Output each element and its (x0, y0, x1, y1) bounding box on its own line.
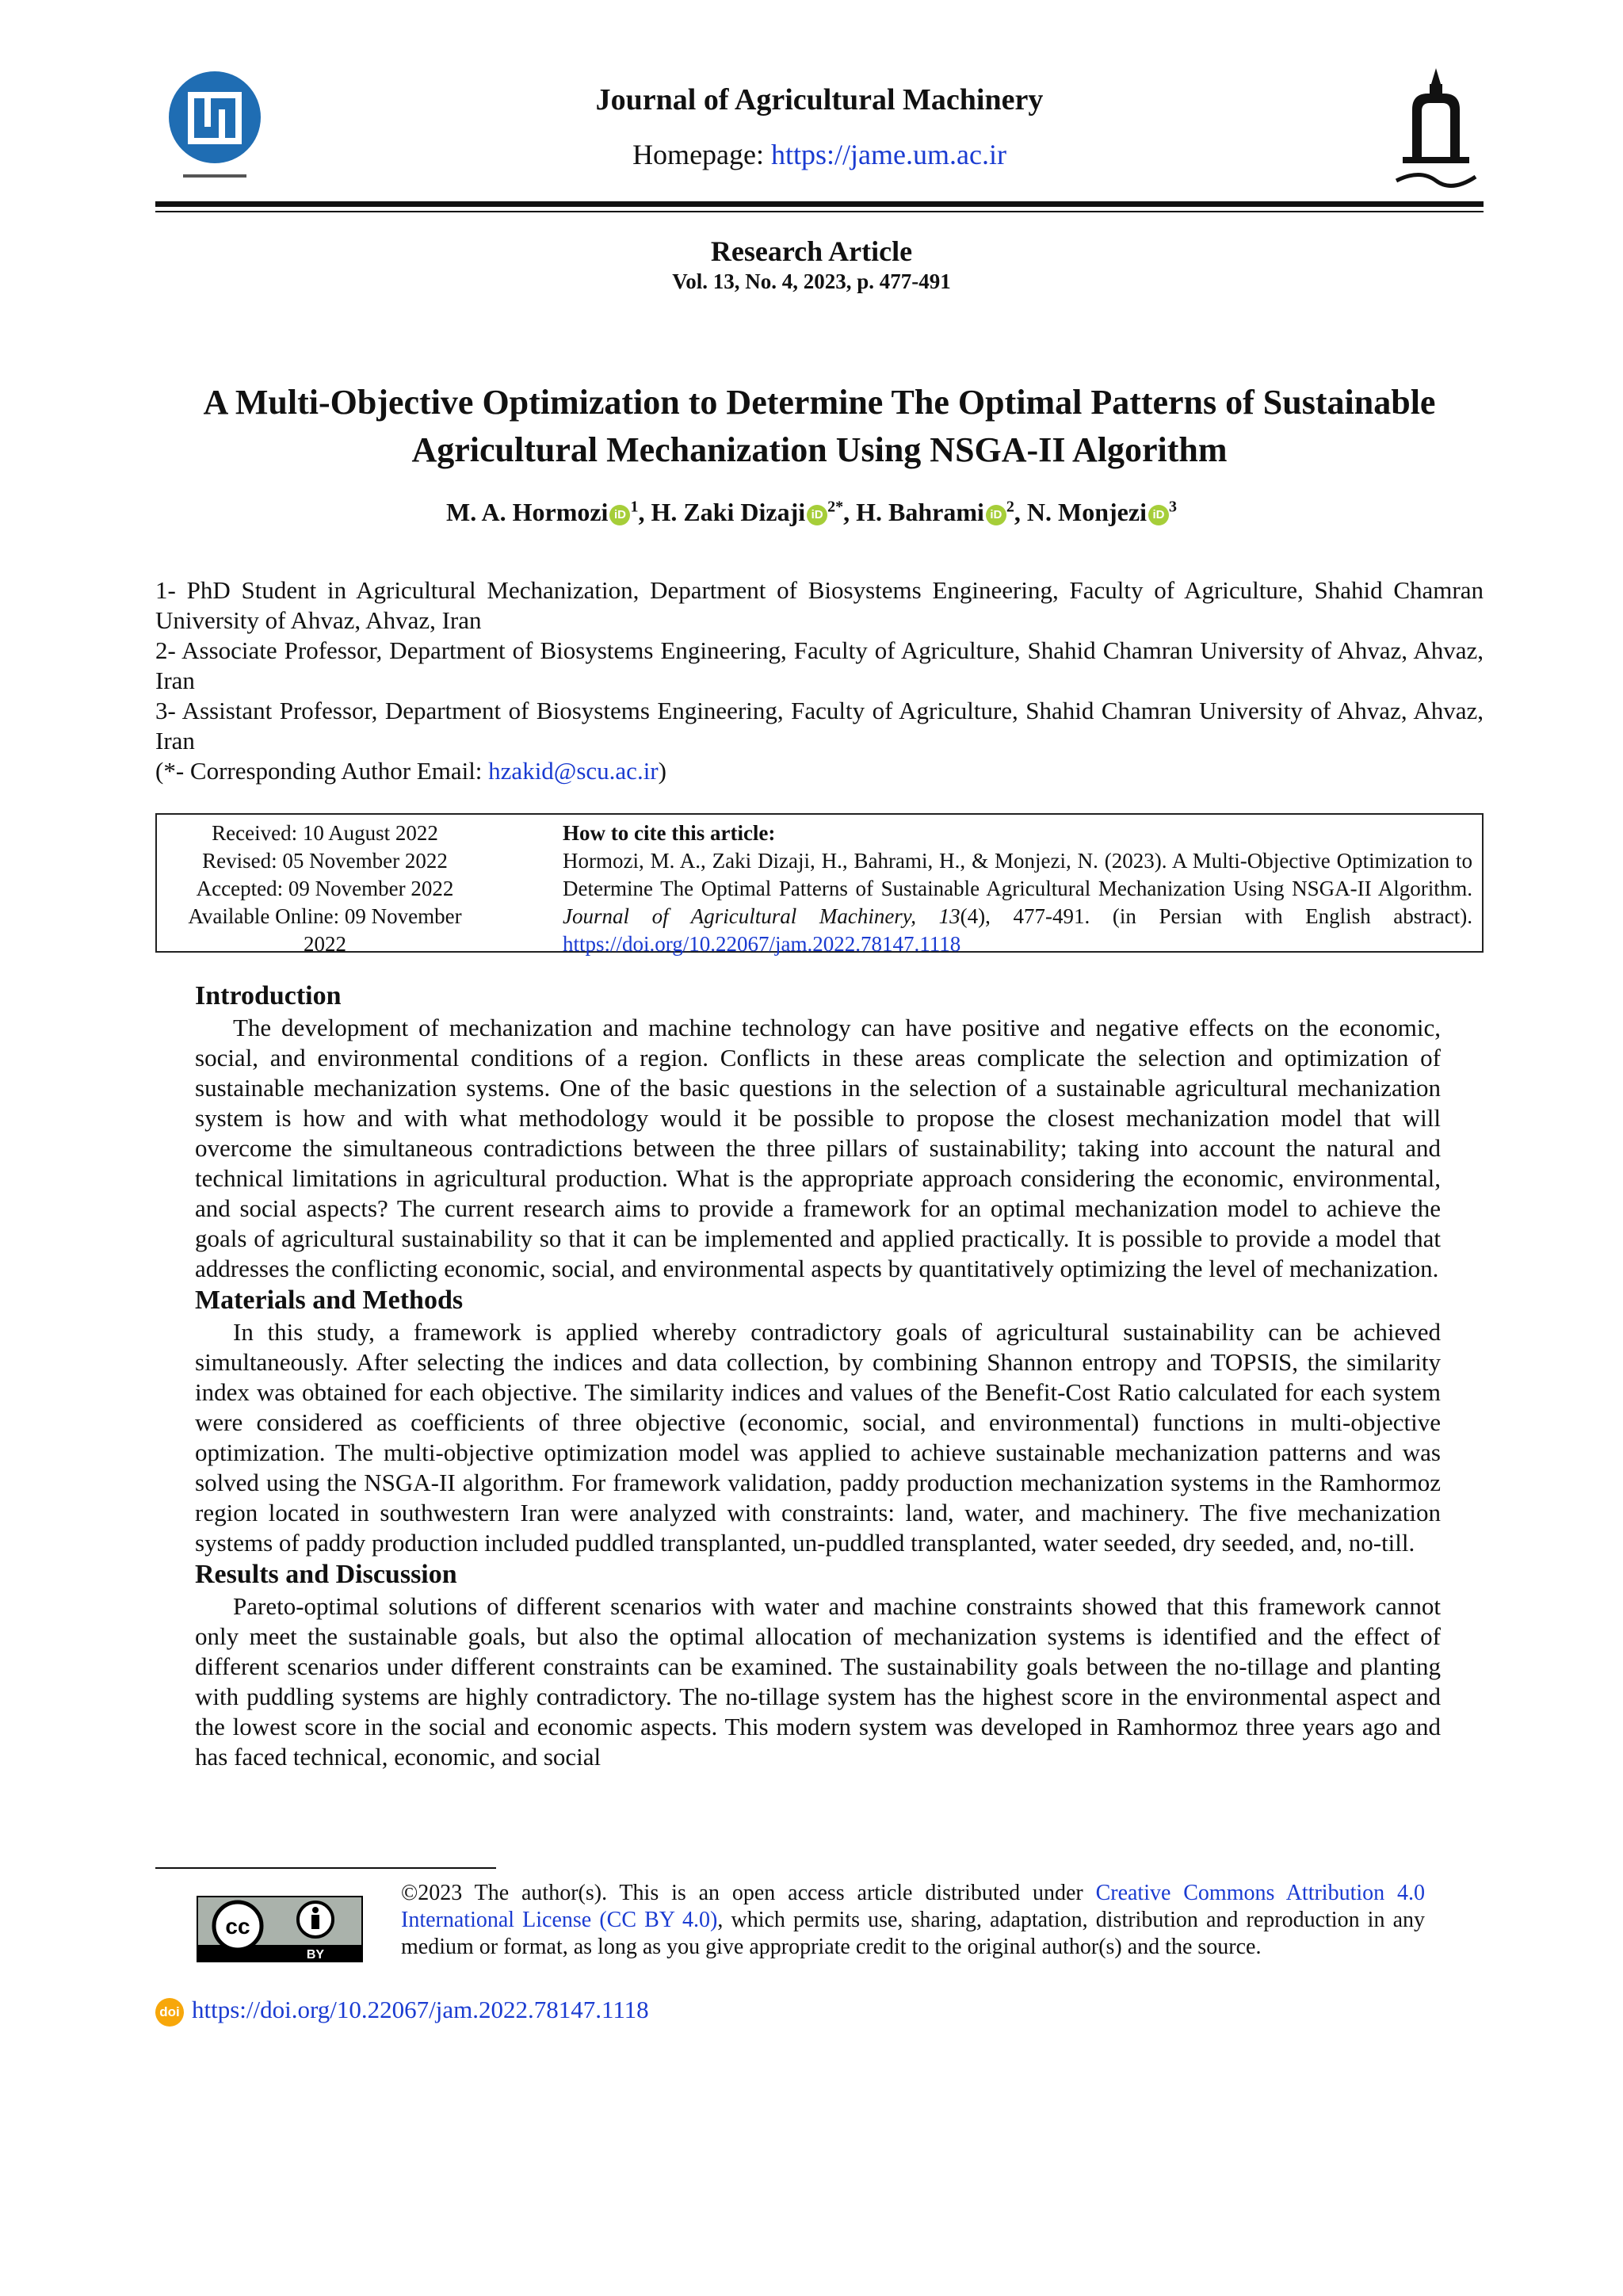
author: N. Monjezi iD $^3$ (1026, 498, 1177, 526)
cc-by-license-icon[interactable] (197, 1896, 363, 1962)
citation-heading: How to cite this article: (563, 821, 776, 845)
section-heading-introduction: Introduction (195, 981, 342, 1010)
article-type: Research Article (710, 235, 913, 267)
header-rule-thin (155, 211, 1484, 212)
results-text: Pareto-optimal solutions of different scenarios with water and machine constraints showed that this framework cannot only meet the sustainable goals, but also the optimal allocation of mechanization systems is identified and the effect of different scenarios under different constraints can be examined. The sustainability goals between the no-tillage and planting with puddling systems are highly contradictory. The no-tillage system has the highest score in the environmental aspect and the lowest score in the social and economic aspects. This modern system was developed in Ramhormoz three years ago and has faced technical, economic, and social (195, 1592, 1441, 1771)
introduction-text: The development of mechanization and machine technology can have positive and negative effects on the economic, social, and environmental conditions of a region. Conflicts in these areas complicate the selection and optimization of sustainable mechanization systems. One of the basic questions in the selection of a sustainable agricultural mechanization system is how and with what methodology would it be possible to propose the closest mechanization model that will overcome the simultaneous contradictions between the three pillars of sustainability; taking into account the natural and technical limitations in agricultural production. What is the appropriate approach considering the economic, environmental, and social aspects? The current research aims to provide a framework for an optimal mechanization model to achieve the goals of agricultural sustainability so that it can be implemented and applied practically. It is possible to provide a model that addresses the conflicting economic, social, and environmental aspects by quantitatively optimizing the level of mechanization. (195, 1014, 1441, 1282)
author: M. A. Hormozi iD $^1$, (446, 498, 651, 526)
journal-header (155, 62, 1484, 212)
author: H. Bahrami iD $^2$, (856, 498, 1027, 526)
affiliation: 3- Assistant Professor, Department of Biosystems Engineering, Faculty of Agriculture, Shahid Chamran University of Ahvaz, Ahvaz, Iran (155, 697, 1484, 755)
author: H. Zaki Dizaji iD $^{2*}$, (651, 498, 857, 526)
citation-block (563, 819, 1472, 958)
citation-doi-link[interactable]: https://doi.org/10.22067/jam.2022.78147.1118 (563, 932, 961, 956)
revised-date: Revised: 05 November 2022 (202, 849, 448, 873)
header-rule (155, 201, 1484, 207)
online-date: Available Online: 09 November 2022 (188, 904, 462, 956)
article-dates (166, 819, 483, 958)
affiliation: 1- PhD Student in Agricultural Mechanization, Department of Biosystems Engineering, Faculty of Agriculture, Shahid Chamran University of Ahvaz, Ahvaz, Iran (155, 576, 1484, 634)
orcid-icon[interactable]: iD (986, 505, 1006, 525)
affiliations (155, 575, 1484, 786)
author-list (0, 498, 1623, 527)
affiliation: 2- Associate Professor, Department of Biosystems Engineering, Faculty of Agriculture, Shahid Chamran University of Ahvaz, Ahvaz, Iran (155, 636, 1484, 694)
corresponding-email-link[interactable]: hzakid@scu.ac.ir (488, 757, 659, 785)
section-heading-methods: Materials and Methods (195, 1286, 464, 1315)
journal-title: Journal of Agricultural Machinery (595, 83, 1044, 117)
abstract-body (195, 980, 1441, 1772)
svg-text:BY: BY (306, 1948, 325, 1962)
accepted-date: Accepted: 09 November 2022 (196, 877, 454, 900)
article-info-box (155, 813, 1484, 956)
footer-doi-link[interactable]: https://doi.org/10.22067/jam.2022.78147.1118 (192, 1996, 649, 2023)
corresponding-author: (*- Corresponding Author Email: hzakid@scu.ac.ir) (155, 757, 666, 785)
methods-text: In this study, a framework is applied whereby contradictory goals of agricultural sustainability can be achieved simultaneously. After selecting the indices and data collection, by combining Shannon entropy and TOPSIS, the similarity index was obtained for each objective. The similarity indices and values of the Benefit-Cost Ratio calculated for each system were considered as coefficients of three objective (economic, social, and environmental) functions in multi-objective optimization. The multi-objective optimization model was applied to achieve sustainable mechanization patterns and was solved using the NSGA-II algorithm. For framework validation, paddy production mechanization systems in the Ramhormoz region located in southwestern Iran were analyzed with constraints: land, water, and machinery. The five mechanization systems of paddy production included puddled transplanted, un-puddled transplanted, water seeded, dry seeded, and, no-till. (195, 1318, 1441, 1557)
orcid-icon[interactable]: iD (1148, 505, 1169, 525)
orcid-icon[interactable]: iD (807, 505, 827, 525)
paper-title: A Multi-Objective Optimization to Determine The Optimal Patterns of Sustainable Agricultural Mechanization Using NSGA-II Algorithm (203, 383, 1436, 469)
footnote-rule (155, 1867, 496, 1869)
received-date: Received: 10 August 2022 (212, 821, 438, 845)
license-link[interactable]: Creative Commons Attribution 4.0 International License (CC BY 4.0) (401, 1881, 1425, 1932)
license-text: ©2023 The author(s). This is an open access article distributed under Creative Commons Attribution 4.0 International License (CC BY 4.0), which permits use, sharing, adaptation, distribution and reproduction in any medium or format, as long as you give appropriate credit to the original author(s) and the source. (401, 1881, 1425, 1959)
section-heading-results: Results and Discussion (195, 1560, 457, 1589)
footer-doi (155, 1996, 649, 2027)
university-logo-icon (1388, 62, 1484, 195)
orcid-icon[interactable]: iD (609, 505, 630, 525)
homepage-link[interactable]: https://jame.um.ac.ir (771, 139, 1006, 170)
volume-info: Vol. 13, No. 4, 2023, p. 477-491 (672, 269, 951, 293)
journal-homepage (155, 138, 1484, 171)
homepage-label: Homepage: (632, 139, 771, 170)
doi-icon: doi (155, 1998, 184, 2027)
citation-text: Hormozi, M. A., Zaki Dizaji, H., Bahrami, H., & Monjezi, N. (2023). A Multi-Objective Optimization to Determine The Optimal Patterns of Sustainable Agricultural Mechanization Using NSGA-II Algorithm. Journal of Agricultural Machinery, 13(4), 477-491. (in Persian with English abstract). https://doi.org/10.22067/jam.2022.78147.1118 (563, 849, 1472, 956)
svg-text:cc: cc (225, 1914, 250, 1939)
